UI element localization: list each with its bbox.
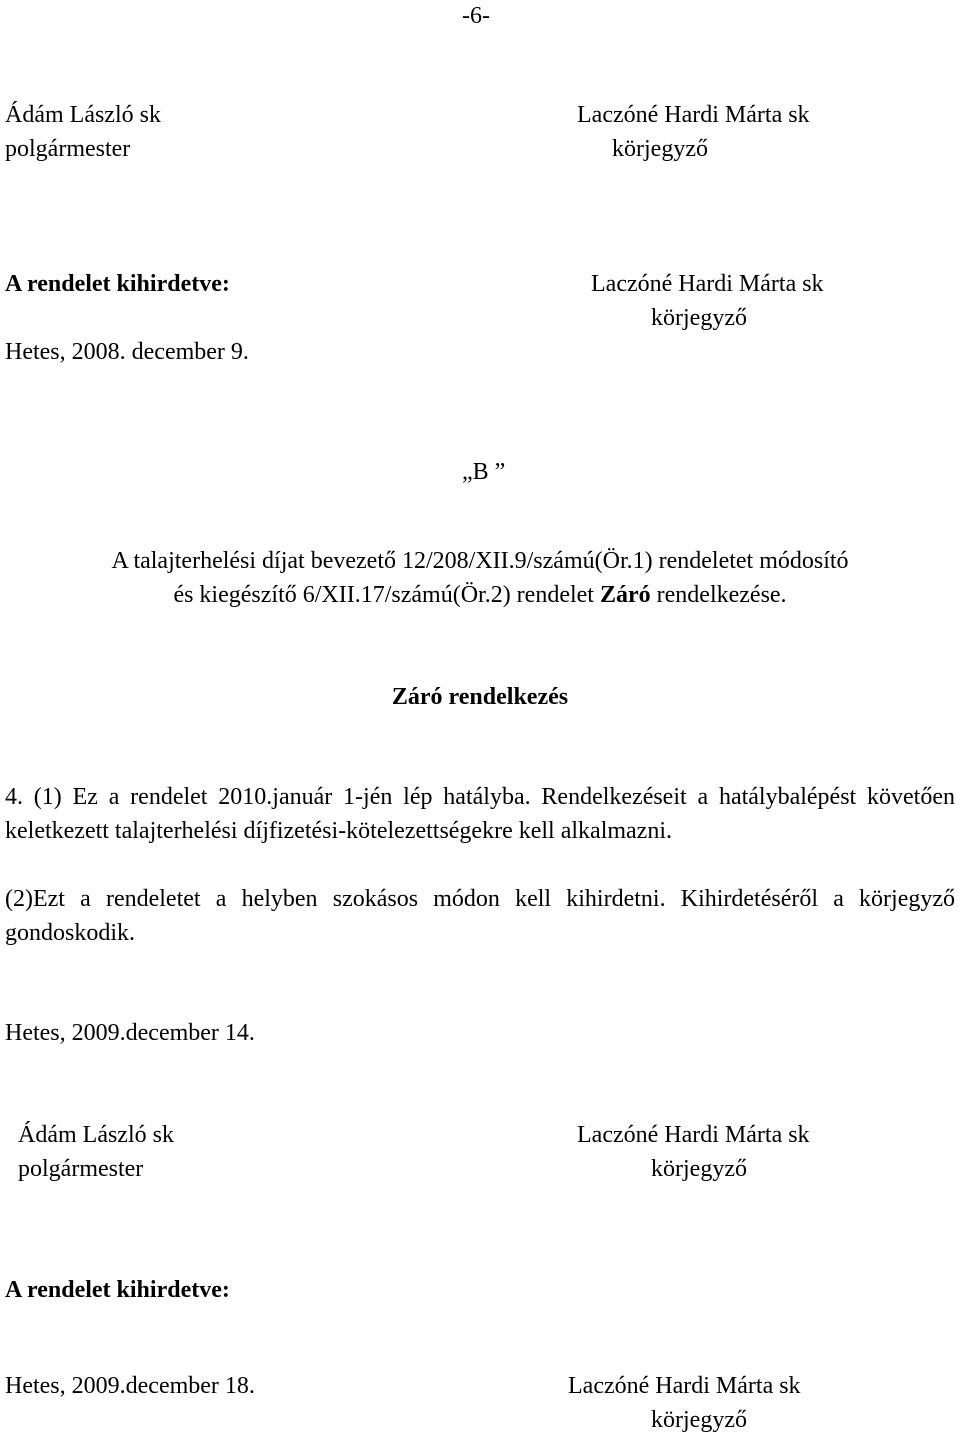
page-number: -6- — [462, 3, 490, 29]
notary-title: körjegyző — [612, 136, 708, 162]
heading-text-pre: és kiegészítő 6/XII.17/számú(Ör.2) rendelet — [173, 582, 600, 608]
mayor-title: polgármester — [18, 1156, 144, 1182]
promulgation-label: A rendelet kihirdetve: — [5, 1277, 230, 1303]
promulgation-notary-name: Laczóné Hardi Márta sk — [568, 1373, 801, 1399]
paragraph-2: (2)Ezt a rendeletet a helyben szokásos módon kell kihirdetni. Kihirdetéséről a körjegyző gondoskodik. — [5, 886, 955, 946]
mayor-name: Ádám László sk — [18, 1122, 174, 1148]
promulgation-label: A rendelet kihirdetve: — [5, 271, 230, 297]
paragraph-1: 4. (1) Ez a rendelet 2010.január 1-jén lép hatályba. Rendelkezéseit a hatálybalépést követően keletkezett talajterhelési díjfizetési-kötelezettségekre kell alkalmazni. — [5, 784, 955, 844]
promulgation-notary-title: körjegyző — [651, 305, 747, 331]
notary-name: Laczóné Hardi Márta sk — [577, 102, 810, 128]
notary-title: körjegyző — [651, 1156, 747, 1182]
section-heading-line-1: A talajterhelési díjat bevezető 12/208/XII.9/számú(Ör.1) rendeletet módosító — [111, 548, 849, 574]
heading-text-bold: Záró — [599, 582, 651, 608]
section-heading-line-2 — [0, 578, 960, 612]
notary-name: Laczóné Hardi Márta sk — [577, 1122, 810, 1148]
promulgation-notary-title: körjegyző — [651, 1407, 747, 1433]
mayor-name: Ádám László sk — [5, 102, 161, 128]
section-mark: „B ” — [462, 459, 506, 485]
date-line: Hetes, 2009.december 14. — [5, 1020, 255, 1046]
promulgation-place-date: Hetes, 2009.december 18. — [5, 1373, 255, 1399]
promulgation-notary-name: Laczóné Hardi Márta sk — [591, 271, 824, 297]
promulgation-place-date: Hetes, 2008. december 9. — [5, 339, 249, 365]
heading-text-post: rendelkezése. — [650, 582, 787, 608]
section-subheading: Záró rendelkezés — [391, 684, 569, 710]
mayor-title: polgármester — [5, 136, 131, 162]
